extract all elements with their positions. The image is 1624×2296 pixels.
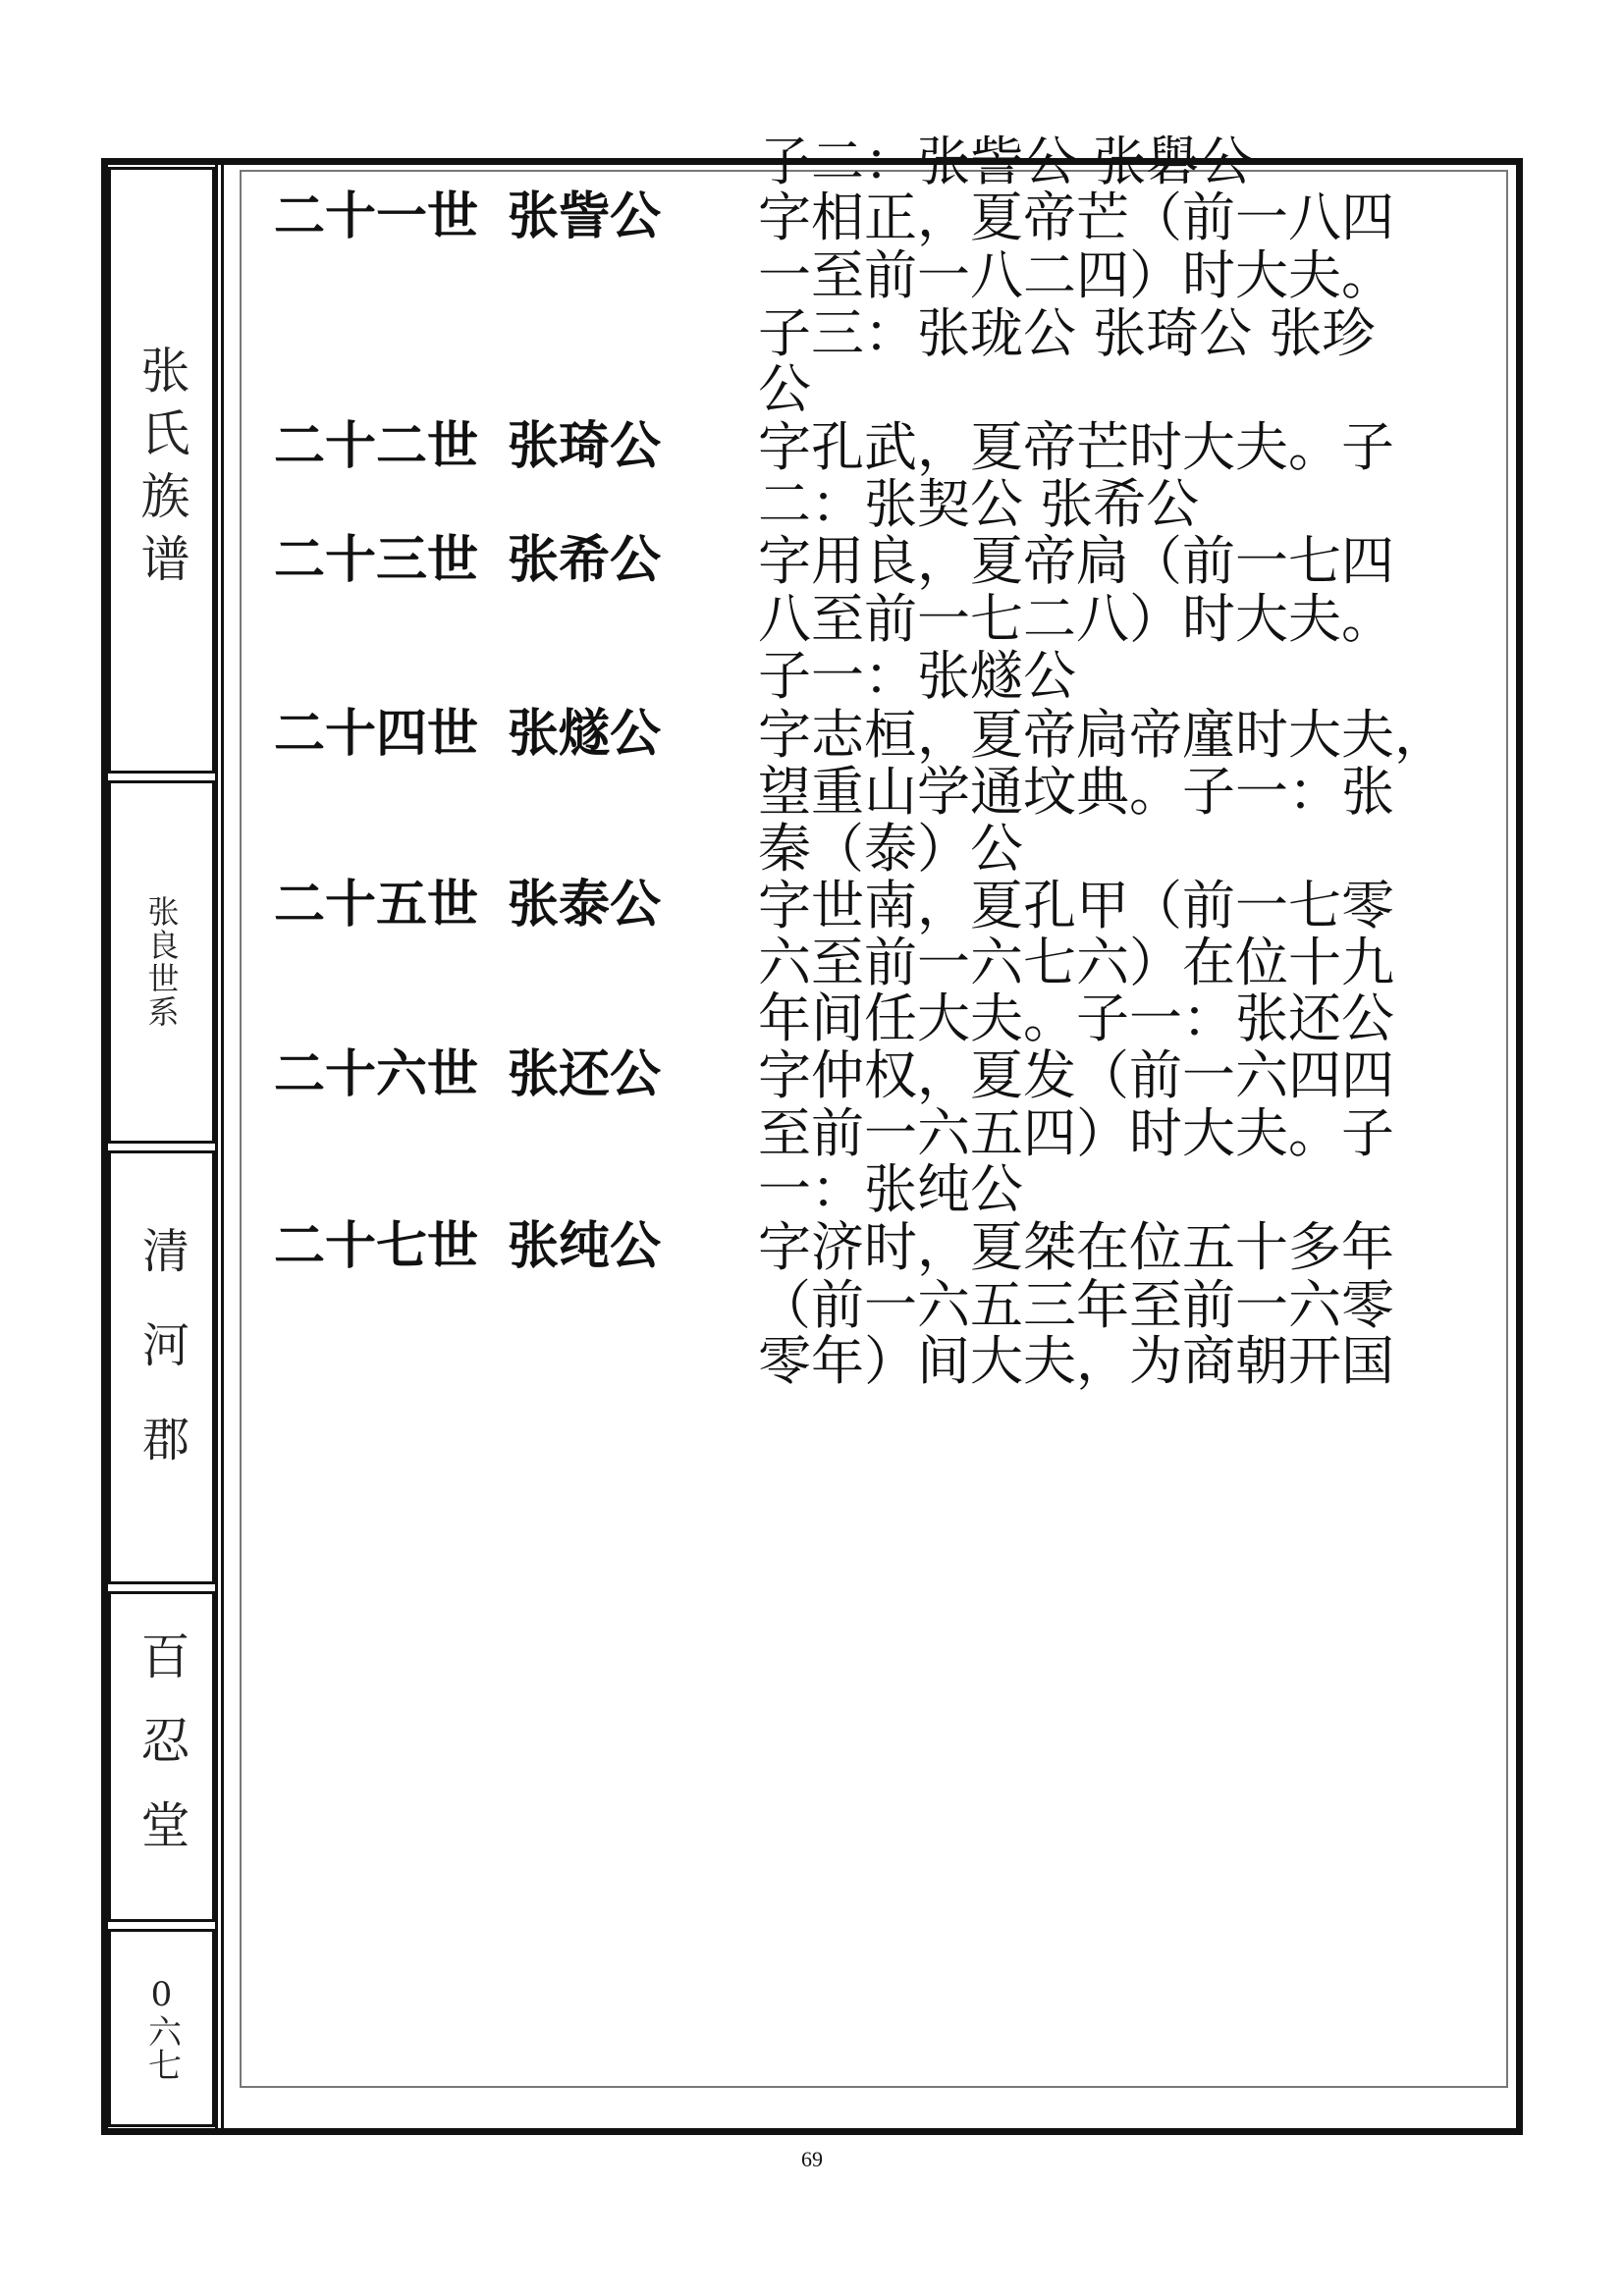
text-line: 字世南，夏孔甲（前一七零 — [758, 875, 1394, 936]
text-line: 至前一六五四）时大夫。子 — [758, 1102, 1394, 1164]
generation-heading — [274, 531, 662, 590]
text-line: 公 — [758, 358, 811, 420]
ancestor-name: 张希公 — [508, 531, 662, 590]
generation-heading — [274, 1217, 662, 1276]
commandery-name: 清河郡 — [134, 1226, 189, 1509]
text-line: 字仲权，夏发（前一六四四 — [758, 1044, 1394, 1106]
sidebar-hall-cell — [108, 1591, 215, 1922]
ancestor-name: 张泰公 — [508, 876, 662, 934]
text-line: 六至前一六七六）在位十九 — [758, 932, 1394, 993]
generation-label: 二十四世 — [274, 705, 479, 764]
text-line: 零年）间大夫，为商朝开国 — [758, 1330, 1394, 1392]
text-line: 字相正，夏帝芒（前一八四 — [758, 187, 1394, 248]
text-line: （前一六五三年至前一六零 — [758, 1274, 1394, 1336]
ancestor-name: 张訾公 — [508, 187, 662, 246]
ancestor-name: 张纯公 — [508, 1217, 662, 1276]
text-line: 望重山学通坟典。子一：张 — [758, 761, 1394, 823]
text-line: 八至前一七二八）时大夫。 — [758, 588, 1394, 650]
text-line: 年间任大夫。子一：张还公 — [758, 988, 1394, 1049]
text-line: 字志桓，夏帝扃帝廑时大夫， — [758, 704, 1447, 766]
hall-name: 百忍堂 — [133, 1629, 190, 1884]
sidebar-folio-cell — [108, 1929, 215, 2127]
text-line: 秦（泰）公 — [758, 818, 1023, 880]
text-line: 一：张纯公 — [758, 1158, 1023, 1220]
text-line: 字孔武，夏帝芒时大夫。子 — [758, 416, 1394, 478]
generation-heading — [274, 417, 662, 476]
section-title: 张良世系 — [142, 895, 181, 1029]
generation-label: 二十五世 — [274, 876, 479, 934]
generation-heading — [274, 705, 662, 764]
text-line: 子二：张訾公 张礜公 — [758, 131, 1253, 192]
page-number: 69 — [801, 2147, 823, 2171]
ancestor-name: 张琦公 — [508, 417, 662, 476]
generation-heading — [274, 187, 662, 246]
text-line: 字用良，夏帝扃（前一七四 — [758, 530, 1394, 592]
generation-label: 二十七世 — [274, 1217, 479, 1276]
generation-label: 二十三世 — [274, 531, 479, 590]
text-line: 一至前一八二四）时大夫。 — [758, 244, 1394, 306]
generation-label: 二十六世 — [274, 1045, 479, 1104]
sidebar-section-cell — [108, 780, 215, 1144]
frame-divider — [215, 158, 224, 2135]
folio-number: 0六七 — [141, 1975, 182, 2081]
generation-label: 二十二世 — [274, 417, 479, 476]
sidebar-commandery-cell — [108, 1150, 215, 1584]
text-line: 子三：张珑公 张琦公 张珍 — [758, 302, 1376, 364]
text-line: 字济时，夏桀在位五十多年 — [758, 1216, 1394, 1278]
text-line: 子一：张燧公 — [758, 645, 1076, 707]
ancestor-name: 张燧公 — [508, 705, 662, 764]
generation-label: 二十一世 — [274, 187, 479, 246]
generation-heading — [274, 1045, 662, 1104]
book-title: 张氏族谱 — [133, 345, 190, 596]
ancestor-name: 张还公 — [508, 1045, 662, 1104]
sidebar-book-title-cell — [108, 167, 215, 774]
generation-heading — [274, 876, 662, 934]
text-line: 二：张契公 张希公 — [758, 473, 1200, 535]
